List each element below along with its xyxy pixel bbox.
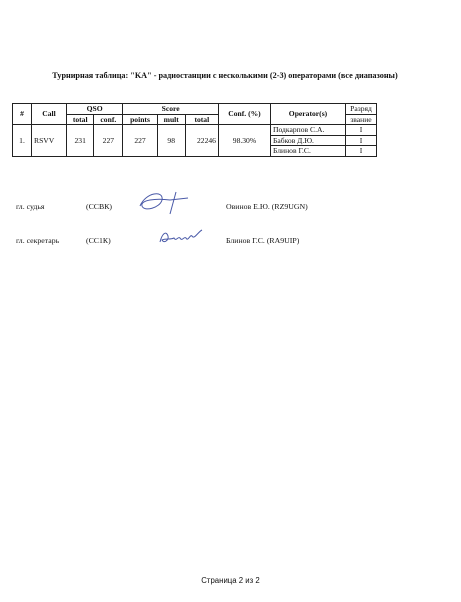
cell-call: RSVV: [32, 125, 67, 157]
signature-role: гл. судья: [16, 202, 45, 211]
table-header-row: [13, 104, 377, 115]
signature-name: Блинов Г.С. (RA9UIP): [226, 236, 300, 245]
cell-operator: Подкарпов С.А.: [271, 125, 346, 136]
signature-image: [136, 188, 208, 218]
signature-image: [156, 226, 206, 248]
page-footer: Страница 2 из 2: [201, 576, 260, 585]
results-table: [12, 103, 377, 157]
header-qso-total: total: [67, 114, 94, 125]
header-call: Call: [32, 104, 67, 125]
cell-qso-conf: 227: [94, 125, 123, 157]
signature-role: гл. секретарь: [16, 236, 60, 245]
page-title: Турнирная таблица: "KA" - радиостанции с несколькими (2-3) операторами (все диапазоны): [52, 71, 398, 80]
cell-qso-total: 231: [67, 125, 94, 157]
signature-dept: (ССВК): [86, 202, 112, 211]
header-operators: Operator(s): [271, 104, 346, 125]
header-conf: Conf. (%): [218, 104, 270, 125]
header-score-total: total: [185, 114, 218, 125]
header-score: Score: [123, 104, 219, 115]
cell-rank: I: [346, 146, 377, 157]
table-row: [13, 125, 377, 136]
header-rank: Разряд: [346, 104, 377, 115]
header-rank-sub: звание: [346, 114, 377, 125]
signature-name: Овинов Е.Ю. (RZ9UGN): [226, 202, 308, 211]
header-mult: mult: [157, 114, 185, 125]
header-points: points: [123, 114, 157, 125]
cell-score-total: 22246: [185, 125, 218, 157]
cell-points: 227: [123, 125, 157, 157]
cell-num: 1.: [13, 125, 32, 157]
cell-rank: I: [346, 135, 377, 146]
cell-operator: Блинов Г.С.: [271, 146, 346, 157]
cell-rank: I: [346, 125, 377, 136]
header-qso: QSO: [67, 104, 123, 115]
cell-mult: 98: [157, 125, 185, 157]
header-num: #: [13, 104, 32, 125]
header-qso-conf: conf.: [94, 114, 123, 125]
signature-dept: (СС1К): [86, 236, 111, 245]
cell-conf-pct: 98.30%: [218, 125, 270, 157]
cell-operator: Бабков Д.Ю.: [271, 135, 346, 146]
